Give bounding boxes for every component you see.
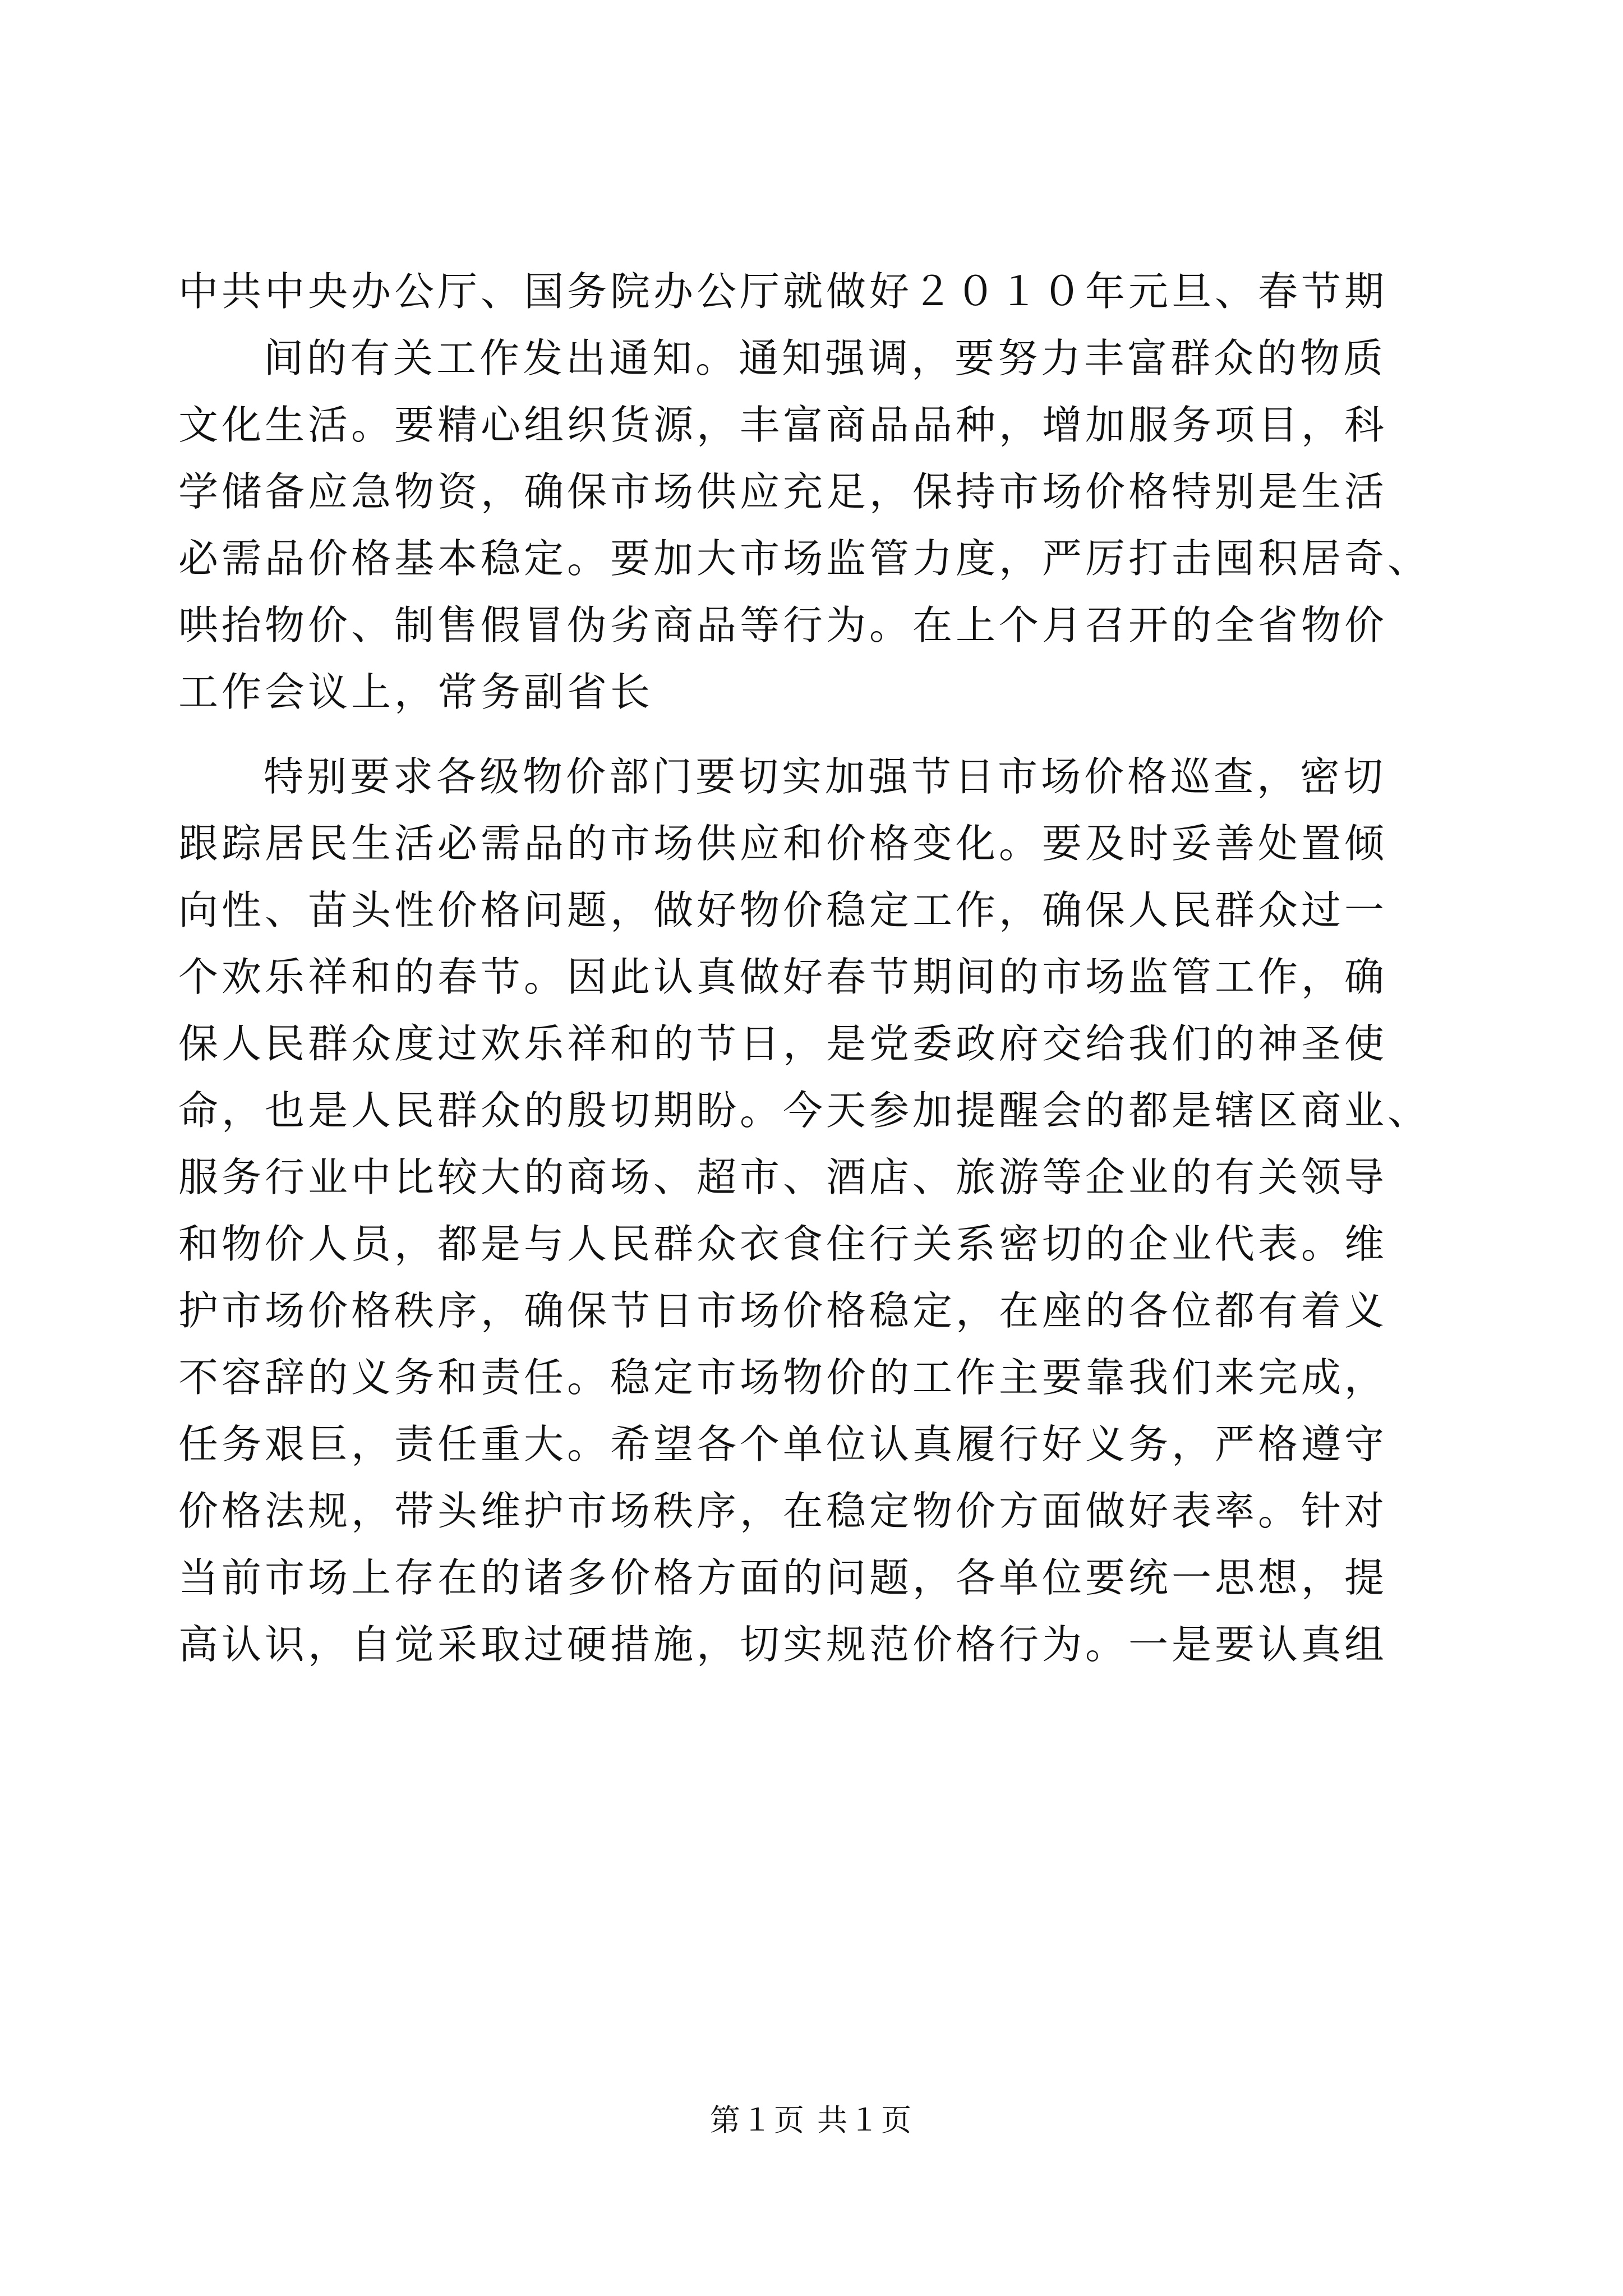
paragraph-1-line: 必需品价格基本稳定。要加大市场监管力度，严厉打击囤积居奇、 <box>178 535 1431 582</box>
paragraph-1-line: 学储备应急物资，确保市场供应充足，保持市场价格特别是生活 <box>178 468 1388 515</box>
paragraph-2-line: 服务行业中比较大的商场、超市、酒店、旅游等企业的有关领导 <box>178 1154 1388 1200</box>
paragraph-1-line: 间的有关工作发出通知。通知强调，要努力丰富群众的物质 <box>264 335 1387 381</box>
paragraph-1-line: 哄抬物价、制售假冒伪劣商品等行为。在上个月召开的全省物价 <box>178 602 1388 648</box>
paragraph-1-line: 工作会议上，常务副省长 <box>178 669 654 715</box>
paragraph-2-line: 价格法规，带头维护市场秩序，在稳定物价方面做好表率。针对 <box>178 1488 1388 1534</box>
paragraph-1-line: 文化生活。要精心组织货源，丰富商品品种，增加服务项目，科 <box>178 402 1388 448</box>
paragraph-2-line: 当前市场上存在的诸多价格方面的问题，各单位要统一思想，提 <box>178 1554 1388 1601</box>
paragraph-2-line: 和物价人员，都是与人民群众衣食住行关系密切的企业代表。维 <box>178 1221 1388 1267</box>
page-footer <box>0 2101 1623 2140</box>
document-body <box>178 258 1440 1678</box>
paragraph-2-line: 向性、苗头性价格问题，做好物价稳定工作，确保人民群众过一 <box>178 887 1388 933</box>
heading-line: 中共中央办公厅、国务院办公厅就做好２０１０年元旦、春节期 <box>178 268 1388 315</box>
page-number: 第１页 共１页 <box>709 2102 914 2138</box>
paragraph-2-line: 任务艰巨，责任重大。希望各个单位认真履行好义务，严格遵守 <box>178 1421 1388 1467</box>
paragraph-2-line: 不容辞的义务和责任。稳定市场物价的工作主要靠我们来完成， <box>178 1354 1388 1401</box>
paragraph-2-line: 命，也是人民群众的殷切期盼。今天参加提醒会的都是辖区商业、 <box>178 1087 1431 1134</box>
paragraph-2-line: 个欢乐祥和的春节。因此认真做好春节期间的市场监管工作，确 <box>178 954 1388 1000</box>
paragraph-2-line: 特别要求各级物价部门要切实加强节日市场价格巡查，密切 <box>264 753 1387 800</box>
paragraph-2-line: 高认识，自觉采取过硬措施，切实规范价格行为。一是要认真组 <box>178 1621 1388 1668</box>
paragraph-2-line: 跟踪居民生活必需品的市场供应和价格变化。要及时妥善处置倾 <box>178 820 1388 867</box>
paragraph-2-line: 保人民群众度过欢乐祥和的节日，是党委政府交给我们的神圣使 <box>178 1020 1388 1067</box>
paragraph-2-line: 护市场价格秩序，确保节日市场价格稳定，在座的各位都有着义 <box>178 1287 1388 1334</box>
